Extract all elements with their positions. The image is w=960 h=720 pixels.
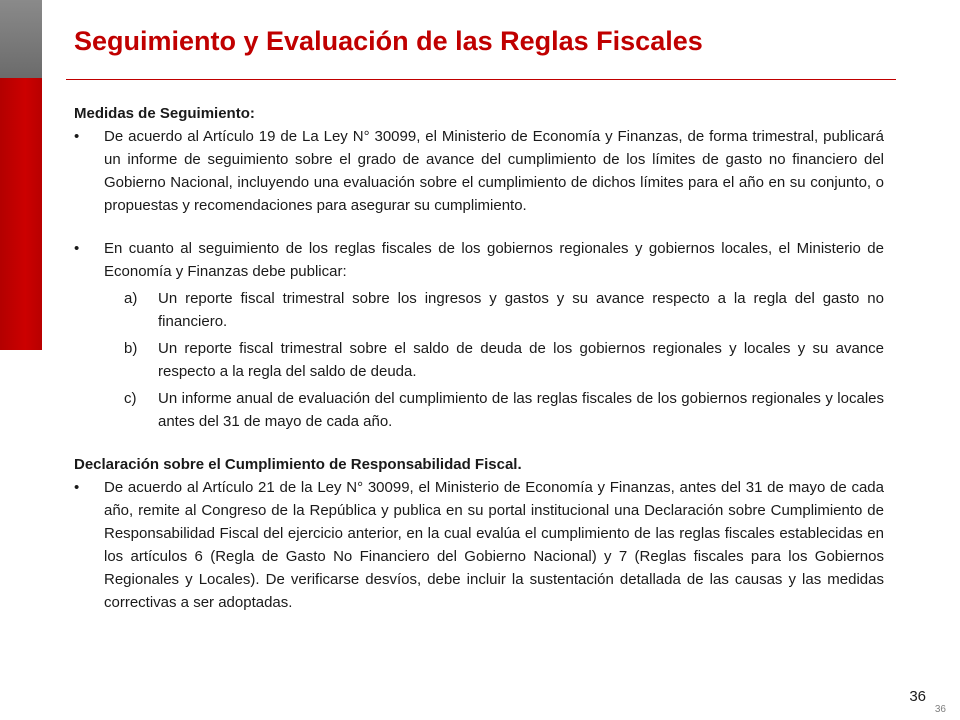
list-item-text: Un reporte fiscal trimestral sobre los ingresos y gastos y su avance respecto a la regla del gasto no financiero.	[158, 290, 884, 330]
bullet-text: En cuanto al seguimiento de los reglas fiscales de los gobiernos regionales y gobiernos locales, el Ministerio de Economía y Finanzas debe publicar:	[104, 240, 884, 280]
list-item-a	[74, 287, 884, 333]
list-item-b	[74, 337, 884, 383]
page-number: 36	[909, 688, 926, 705]
sidebar-gray-block	[0, 0, 42, 78]
section-heading-seguimiento: Medidas de Seguimiento:	[74, 105, 255, 122]
bullet-dot: •	[74, 128, 80, 145]
section-heading-declaracion: Declaración sobre el Cumplimiento de Responsabilidad Fiscal.	[74, 456, 522, 473]
bullet-paragraph-2	[74, 237, 884, 283]
page-title: Seguimiento y Evaluación de las Reglas Fiscales	[74, 26, 703, 56]
list-item-text: Un informe anual de evaluación del cumplimiento de las reglas fiscales de los gobiernos regionales y locales antes del 31 de mayo de cada año.	[158, 390, 884, 430]
sidebar-red-block	[0, 78, 42, 350]
list-item-text: Un reporte fiscal trimestral sobre el saldo de deuda de los gobiernos regionales y locales y su avance respecto a la regla del saldo de deuda.	[158, 340, 884, 380]
bullet-text: De acuerdo al Artículo 19 de La Ley N° 30099, el Ministerio de Economía y Finanzas, de forma trimestral, publicará un informe de seguimiento sobre el grado de avance del cumplimiento de los límites de gasto no financiero del Gobierno Nacional, incluyendo una evaluación sobre el cumplimiento de dichos límites para el año en su conjunto, o propuestas y recomendaciones para asegurar su cumplimiento.	[104, 128, 884, 214]
bullet-dot: •	[74, 479, 80, 496]
bullet-dot: •	[74, 240, 80, 257]
bullet-paragraph-1	[74, 125, 884, 217]
title-divider	[66, 79, 896, 80]
list-letter: b)	[124, 340, 138, 357]
list-item-c	[74, 387, 884, 433]
bullet-paragraph-3	[74, 476, 884, 614]
page-number-small: 36	[934, 704, 946, 715]
list-letter: c)	[124, 390, 137, 407]
bullet-text: De acuerdo al Artículo 21 de la Ley N° 30099, el Ministerio de Economía y Finanzas, antes del 31 de mayo de cada año, remite al Congreso de la República y publica en su portal institucional una Declaración sobre Cumplimiento de Responsabilidad Fiscal del ejercicio anterior, en la cual evalúa el cumplimiento de las reglas fiscales establecidas en los artículos 6 (Regla de Gasto No Financiero del Gobierno Nacional) y 7 (Reglas fiscales para los Gobiernos Regionales y Locales). De verificarse desvíos, debe incluir la sustentación detallada de las causas y las medidas correctivas a ser adoptadas.	[104, 479, 884, 611]
slide-content	[74, 102, 884, 614]
list-letter: a)	[124, 290, 138, 307]
